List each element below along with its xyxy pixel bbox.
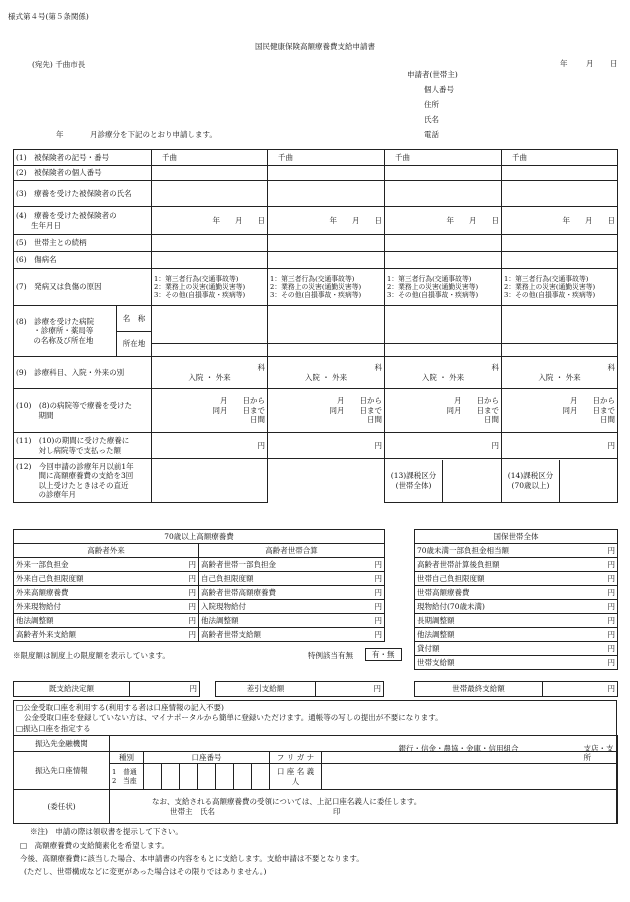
table-row: 現物給付(70歳未満) 円 [415, 600, 618, 614]
account-number-label: 口座番号 [144, 752, 270, 764]
account-digit[interactable] [180, 764, 198, 790]
applicant-personal-no-label: 個人番号 [424, 85, 454, 94]
row-relationship [14, 235, 618, 252]
paid-amount-cell[interactable]: 円 [385, 433, 502, 459]
account-digit[interactable] [216, 764, 234, 790]
tax-class-household-cell[interactable] [385, 459, 502, 503]
hospital-cell[interactable] [152, 306, 268, 357]
patient-name-cell[interactable] [385, 181, 502, 207]
row-label: (5) 世帯主との続柄 [14, 235, 152, 252]
hospital-cell[interactable] [502, 306, 618, 357]
footer-note-future: 今後、高額療養費に該当した場合、本申請書の内容をもとに支給します。支給申請は不要となります。 [20, 854, 364, 863]
hospital-label-cell [14, 306, 152, 357]
elderly-table [13, 529, 385, 642]
personal-no-cell[interactable] [502, 166, 618, 181]
delegate-label: (委任状) [14, 790, 110, 824]
personal-no-cell[interactable] [268, 166, 385, 181]
seal-mark: 印 [333, 806, 341, 816]
department-cell[interactable]: 科 入院 ・ 外来 [385, 357, 502, 389]
account-digit[interactable] [234, 764, 252, 790]
hospital-cell[interactable] [385, 306, 502, 357]
furigana-label: フ リ ガ ナ [270, 752, 322, 764]
bank-table [13, 735, 618, 824]
applicant-name-label: 氏名 [424, 115, 439, 124]
patient-name-cell[interactable] [502, 181, 618, 207]
table-row: 外来高額療養費 円 高齢者世帯高額療養費 円 [14, 586, 385, 600]
account-digit[interactable] [252, 764, 270, 790]
row-insured-personal-no [14, 166, 618, 181]
insured-number-cell[interactable]: 千曲 [268, 150, 385, 166]
insured-number-cell[interactable]: 千曲 [385, 150, 502, 166]
table-row: 外来自己負担限度額 円 自己負担限度額 円 [14, 572, 385, 586]
hospital-name-sublabel: 名 称 [117, 306, 151, 332]
public-account-checkbox[interactable]: □公金受取口座を利用する(利用する者は口座情報の記入不要) [16, 703, 224, 712]
row-label: (10) (8)の病院等で療養を受けた 期間 [14, 389, 152, 433]
insured-number-cell[interactable]: 千曲 [152, 150, 268, 166]
designate-account-checkbox[interactable]: □振込口座を指定する [16, 724, 91, 733]
table-row: 他法調整額 円 他法調整額 円 [14, 614, 385, 628]
row-label: (7) 発病又は負傷の原因 [14, 269, 152, 306]
period-cell[interactable]: 月 日から 同月 日まで 日間 [385, 389, 502, 433]
relationship-cell[interactable] [152, 235, 268, 252]
disease-cell[interactable] [152, 252, 268, 269]
row-insured-number [14, 150, 618, 166]
paid-amount-cell[interactable]: 円 [502, 433, 618, 459]
cause-options[interactable]: 1：第三者行為(交通事故等) 2：業務上の災害(通勤災害等) 3：その他(自損事故・疾病等) [152, 269, 268, 306]
account-kind-label: 種別 [110, 752, 144, 764]
limit-note: ※限度額は制度上の限度額を表示しています。 [13, 651, 170, 660]
personal-no-cell[interactable] [385, 166, 502, 181]
period-cell[interactable]: 月 日から 同月 日まで 日間 [502, 389, 618, 433]
table-row: 世帯支給額 円 [415, 656, 618, 670]
row-previous-benefit [14, 459, 618, 503]
table-row: 長期調整額 円 [415, 614, 618, 628]
birthdate-cell[interactable]: 年 月 日 [502, 207, 618, 235]
decided-amount-label: 既支給決定額 [14, 682, 130, 697]
table-row: 外来現物給付 円 入院現物給付 円 [14, 600, 385, 614]
elderly-right-head: 高齢者世帯合算 [199, 544, 385, 558]
row-label: (4) 療養を受けた被保険者の 生年月日 [14, 207, 152, 235]
cause-options[interactable]: 1：第三者行為(交通事故等) 2：業務上の災害(通勤災害等) 3：その他(自損事故・疾病等) [502, 269, 618, 306]
relationship-cell[interactable] [268, 235, 385, 252]
account-digit[interactable] [162, 764, 180, 790]
table-row: 貸付額 円 [415, 642, 618, 656]
relationship-cell[interactable] [385, 235, 502, 252]
cause-options[interactable]: 1：第三者行為(交通事故等) 2：業務上の災害(通勤災害等) 3：その他(自損事故・疾病等) [385, 269, 502, 306]
furigana-field[interactable] [322, 752, 618, 764]
table-row: 高齢者世帯計算後負担額 円 [415, 558, 618, 572]
delegate-cell: なお、支給される高額療養費の受領については、上記口座名義人に委任します。 世帯主 氏名 印 [110, 790, 618, 824]
personal-no-cell[interactable] [152, 166, 268, 181]
table-row: 世帯高額療養費 円 [415, 586, 618, 600]
applicant-address-label: 住所 [424, 100, 439, 109]
previous-benefit-cell[interactable] [152, 459, 268, 503]
period-cell[interactable]: 月 日から 同月 日まで 日間 [268, 389, 385, 433]
main-table [13, 149, 618, 503]
table-row: 他法調整額 円 [415, 628, 618, 642]
row-label: (8) 診療を受けた病院 ・診療所・薬局等 の名称及び所在地 [14, 306, 117, 356]
row-period [14, 389, 618, 433]
final-amount-box [414, 681, 618, 697]
page-title: 国民健康保険高額療養費支給申請書 [255, 42, 375, 51]
intro-text: 月診療分を下記のとおり申請します。 [90, 130, 217, 139]
row-label: (3) 療養を受けた被保険者の氏名 [14, 181, 152, 207]
account-info-label: 振込先口座情報 [14, 752, 110, 790]
bank-institution-field[interactable]: 銀行・信金・農協・金庫・信用組合 支店・支所 [110, 736, 618, 752]
applicant-phone-label: 電話 [424, 130, 439, 139]
disease-cell[interactable] [385, 252, 502, 269]
department-cell[interactable]: 科 入院 ・ 外来 [502, 357, 618, 389]
row-label: (2) 被保険者の個人番号 [14, 166, 152, 181]
paid-amount-cell[interactable]: 円 [152, 433, 268, 459]
row-department [14, 357, 618, 389]
birthdate-cell[interactable]: 年 月 日 [385, 207, 502, 235]
row-label: (1) 被保険者の記号・番号 [14, 150, 152, 166]
department-cell[interactable]: 科 入院 ・ 外来 [268, 357, 385, 389]
birthdate-cell[interactable]: 年 月 日 [152, 207, 268, 235]
apply-month-unit: 月 [586, 59, 594, 68]
birthdate-cell[interactable]: 年 月 日 [268, 207, 385, 235]
row-label: (6) 傷病名 [14, 252, 152, 269]
relationship-cell[interactable] [502, 235, 618, 252]
account-holder-field[interactable] [322, 764, 618, 790]
special-case-label: 特例該当有無 [308, 651, 353, 660]
row-label: (12) 今回申請の診療年月以前1年 間に高額療養費の支給を3回 以上受けたときはその直近 の診療年月 [14, 459, 152, 503]
cause-options[interactable]: 1：第三者行為(交通事故等) 2：業務上の災害(通勤災害等) 3：その他(自損事故・疾病等) [268, 269, 385, 306]
final-amount-field[interactable]: 円 [543, 682, 618, 697]
applicant-heading: 申請者(世帯主) [407, 70, 458, 79]
department-cell[interactable]: 科 入院 ・ 外来 [152, 357, 268, 389]
account-kind-options[interactable]: 1 普通 2 当座 [110, 764, 144, 790]
row-label: (9) 診療科目、入院・外来の別 [14, 357, 152, 389]
table-row: 高齢者外来支給額 円 高齢者世帯支給額 円 [14, 628, 385, 642]
table-row: 外来一部負担金 円 高齢者世帯一部負担金 円 [14, 558, 385, 572]
row-disease [14, 252, 618, 269]
form-number: 様式第４号(第５条関係) [8, 12, 89, 21]
hospital-address-sublabel: 所在地 [122, 339, 146, 349]
decided-amount-box [13, 681, 200, 697]
tax-class-household-label: (13)課税区分 (世帯全体) [385, 460, 443, 502]
diff-amount-label: 差引支給額 [216, 682, 316, 697]
bank-institution-label: 振込先金融機関 [14, 736, 110, 752]
apply-day-unit: 日 [610, 59, 618, 68]
footer-note-exception: (ただし、世帯構成などに変更があった場合はその限りではありません。) [24, 867, 267, 876]
tax-class-elderly-cell[interactable] [502, 459, 618, 503]
elderly-left-head: 高齢者外来 [14, 544, 199, 558]
diff-amount-box [215, 681, 384, 697]
row-patient-name [14, 181, 618, 207]
row-hospital [14, 306, 618, 357]
addressee: (宛先) 千曲市長 [32, 60, 86, 69]
patient-name-cell[interactable] [152, 181, 268, 207]
row-paid-amount [14, 433, 618, 459]
insured-number-cell[interactable]: 千曲 [502, 150, 618, 166]
diff-amount-field[interactable]: 円 [316, 682, 384, 697]
hospital-cell[interactable] [268, 306, 385, 357]
row-label: (11) (10)の期間に受けた療養に 対し病院等で支払った額 [14, 433, 152, 459]
patient-name-cell[interactable] [268, 181, 385, 207]
final-amount-label: 世帯最終支給額 [415, 682, 543, 697]
intro-year-unit: 年 [56, 130, 64, 139]
simplification-checkbox[interactable]: □ 高額療養費の支給簡素化を希望します。 [20, 841, 169, 850]
row-birthdate [14, 207, 618, 235]
paid-amount-cell[interactable]: 円 [268, 433, 385, 459]
disease-cell[interactable] [502, 252, 618, 269]
public-account-note: 公金受取口座を登録していない方は、マイナポータルから簡単に登録いただけます。通帳等の写しの提出が不要になります。 [24, 713, 443, 722]
disease-cell[interactable] [268, 252, 385, 269]
account-digit[interactable] [144, 764, 162, 790]
footer-note-receipt: ※注) 申請の際は領収書を提示して下さい。 [30, 827, 183, 836]
account-holder-label: 口 座 名 義 人 [270, 764, 322, 790]
account-digit[interactable] [198, 764, 216, 790]
elderly-table-title: 70歳以上高額療養費 [14, 530, 385, 544]
tax-class-elderly-label: (14)課税区分 (70歳以上) [502, 460, 560, 502]
decided-amount-field[interactable]: 円 [130, 682, 200, 697]
household-table-title: 国保世帯全体 [415, 530, 618, 544]
apply-year-unit: 年 [560, 59, 568, 68]
row-cause [14, 269, 618, 306]
special-case-toggle[interactable]: 有・無 [365, 648, 402, 661]
table-row: 70歳未満一部負担金相当額 円 [415, 544, 618, 558]
table-row: 世帯自己負担限度額 円 [415, 572, 618, 586]
period-cell[interactable]: 月 日から 同月 日まで 日間 [152, 389, 268, 433]
household-table [414, 529, 618, 670]
